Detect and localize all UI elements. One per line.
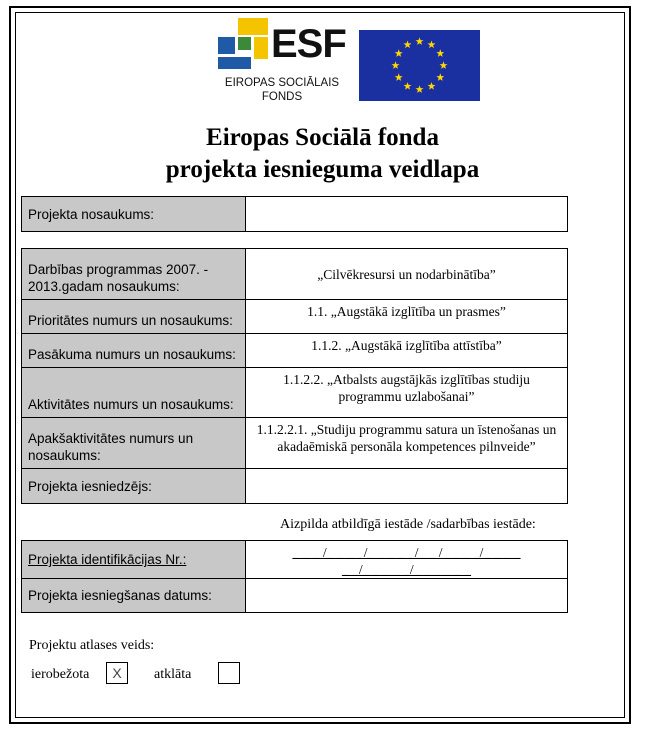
esf-subtitle-line1: EIROPAS SOCIĀLAIS: [224, 77, 340, 89]
applicant-label: Projekta iesniedzējs:: [22, 469, 246, 504]
table-row: [22, 334, 568, 368]
applicant-field[interactable]: [246, 469, 568, 504]
project-name-table: [21, 196, 568, 232]
selection-type-label: Projektu atlases veids:: [29, 638, 155, 653]
submission-date-label: Projekta iesniegšanas datums:: [22, 579, 246, 613]
project-id-label: Projekta identifikācijas Nr.:: [22, 541, 246, 579]
option-restricted-label: ierobežota: [31, 667, 90, 682]
project-id-line2: _ _/_ _ _ _ _/_ _ _ _ _ _: [341, 562, 471, 577]
esf-logo-square-green: [238, 37, 251, 50]
priority-value[interactable]: 1.1. „Augstākā izglītība un prasmes”: [246, 300, 568, 334]
measure-value[interactable]: 1.1.2. „Augstākā izglītība attīstība”: [246, 334, 568, 368]
priority-label: Prioritātes numurs un nosaukums:: [22, 300, 246, 334]
submission-date-field[interactable]: [246, 579, 568, 613]
table-row: [22, 469, 568, 504]
project-name-field[interactable]: [246, 197, 568, 232]
project-id-field[interactable]: [246, 541, 568, 579]
esf-logo-square-blue: [218, 37, 235, 54]
subactivity-value[interactable]: 1.1.2.2.1. „Studiju programmu satura un īstenošanas un akadaēmiskā personāla kompetences pilnveide”: [246, 418, 568, 469]
page-title-line1: Eiropas Sociālā fonda: [206, 124, 439, 151]
eu-flag: [359, 30, 480, 101]
programme-label: Darbības programmas 2007. - 2013.gadam nosaukums:: [22, 249, 246, 300]
table-row: [22, 197, 568, 232]
page-title-line2: projekta iesnieguma veidlapa: [165, 156, 480, 183]
programme-table: [21, 248, 568, 504]
esf-subtitle-line2: FONDS: [261, 91, 303, 103]
project-id-line1: _ _ _ /_ _ _ _/_ _ _ _ _/_ _ /_ _ _ _/_ _ _ _: [292, 545, 521, 560]
table-row: [22, 579, 568, 613]
option-open-label: atklāta: [154, 667, 192, 682]
table-row: [22, 368, 568, 418]
esf-logo-square-yellow: [238, 18, 268, 35]
activity-label: Aktivitātes numurs un nosaukums:: [22, 368, 246, 418]
esf-logo-text: ESF: [271, 22, 346, 66]
table-row: [22, 249, 568, 300]
subactivity-label: Apakšaktivitātes numurs un nosaukums:: [22, 418, 246, 469]
table-row: [22, 418, 568, 469]
esf-logo-square-blue-2: [218, 57, 251, 69]
table-row: [22, 300, 568, 334]
measure-label: Pasākuma numurs un nosaukums:: [22, 334, 246, 368]
option-restricted-checkbox[interactable]: X: [106, 662, 128, 684]
option-open-checkbox[interactable]: [218, 662, 240, 684]
authority-note: Aizpilda atbildīgā iestāde /sadarbības iestāde:: [280, 517, 536, 532]
esf-logo-square-yellow-2: [254, 37, 268, 59]
project-name-label: Projekta nosaukums:: [22, 197, 246, 232]
esf-logo-subtitle: [218, 76, 346, 104]
table-row: [22, 541, 568, 579]
activity-value[interactable]: 1.1.2.2. „Atbalsts augstājkās izglītības studiju programmu uzlabošanai”: [246, 368, 568, 418]
programme-value[interactable]: „Cilvēkresursi un nodarbinātība”: [246, 249, 568, 300]
identification-table: [21, 540, 568, 613]
